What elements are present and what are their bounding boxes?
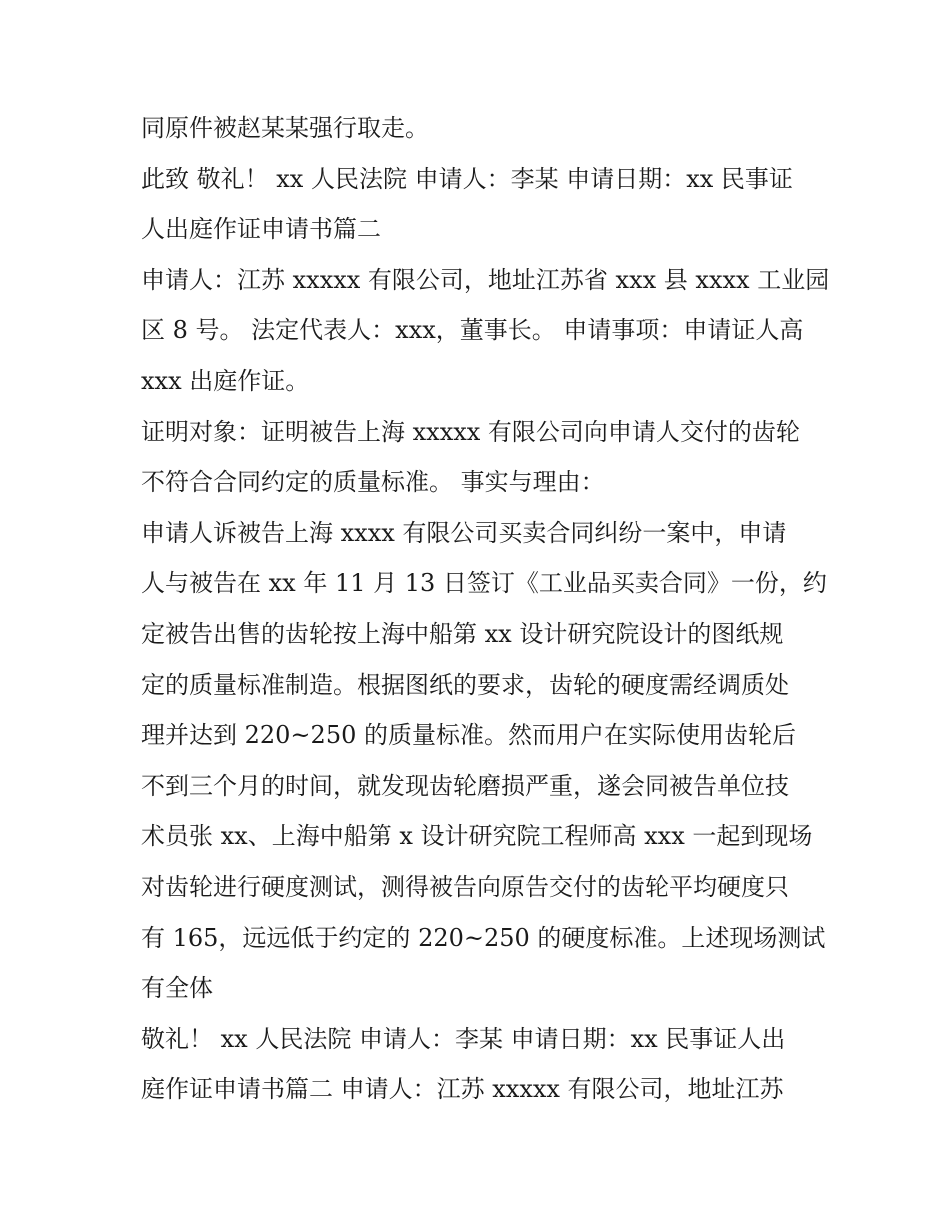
text-line: 人与被告在 xx 年 11 月 13 日签订《工业品买卖合同》一份，约 xyxy=(141,569,827,598)
text-line: 术员张 xx、上海中船第 x 设计研究院工程师高 xxx 一起到现场 xyxy=(141,822,813,851)
text-line: 对齿轮进行硬度测试，测得被告向原告交付的齿轮平均硬度只 xyxy=(141,872,789,901)
paragraph xyxy=(141,407,821,508)
text-line: 理并达到 220~250 的质量标准。然而用户在实际使用齿轮后 xyxy=(141,721,796,750)
text-line: 定被告出售的齿轮按上海中船第 xx 设计研究院设计的图纸规 xyxy=(141,619,784,648)
text-line: 有全体 xyxy=(141,974,213,1003)
text-line: 定的质量标准制造。根据图纸的要求，齿轮的硬度需经调质处 xyxy=(141,670,789,699)
text-line: 区 8 号。 法定代表人：xxx，董事长。 申请事项：申请证人高 xyxy=(141,316,804,345)
document-body xyxy=(141,103,830,1115)
paragraph xyxy=(141,1014,821,1115)
text-line: 不到三个月的时间，就发现齿轮磨损严重，遂会同被告单位技 xyxy=(141,771,789,800)
text-line: 敬礼！ xx 人民法院 申请人：李某 申请日期：xx 民事证人出 xyxy=(141,1024,786,1053)
text-line: 此致 敬礼！ xx 人民法院 申请人：李某 申请日期：xx 民事证 xyxy=(141,164,793,193)
text-line: 有 165，远远低于约定的 220~250 的硬度标准。上述现场测试 xyxy=(141,923,826,952)
paragraph xyxy=(141,154,821,255)
paragraph xyxy=(141,255,830,407)
text-line: xxx 出庭作证。 xyxy=(141,366,310,395)
paragraph xyxy=(141,103,821,154)
paragraph xyxy=(141,508,827,1014)
text-line: 证明对象：证明被告上海 xxxxx 有限公司向申请人交付的齿轮 xyxy=(141,417,800,446)
text-line: 不符合合同约定的质量标准。 事实与理由： xyxy=(141,468,605,497)
text-line: 同原件被赵某某强行取走。 xyxy=(141,114,429,142)
text-line: 申请人：江苏 xxxxx 有限公司，地址江苏省 xxx 县 xxxx 工业园 xyxy=(141,265,830,294)
text-line: 人出庭作证申请书篇二 xyxy=(141,215,381,244)
text-line: 庭作证申请书篇二 申请人：江苏 xxxxx 有限公司，地址江苏 xyxy=(141,1075,784,1104)
text-line: 申请人诉被告上海 xxxx 有限公司买卖合同纠纷一案中，申请 xyxy=(141,518,787,547)
